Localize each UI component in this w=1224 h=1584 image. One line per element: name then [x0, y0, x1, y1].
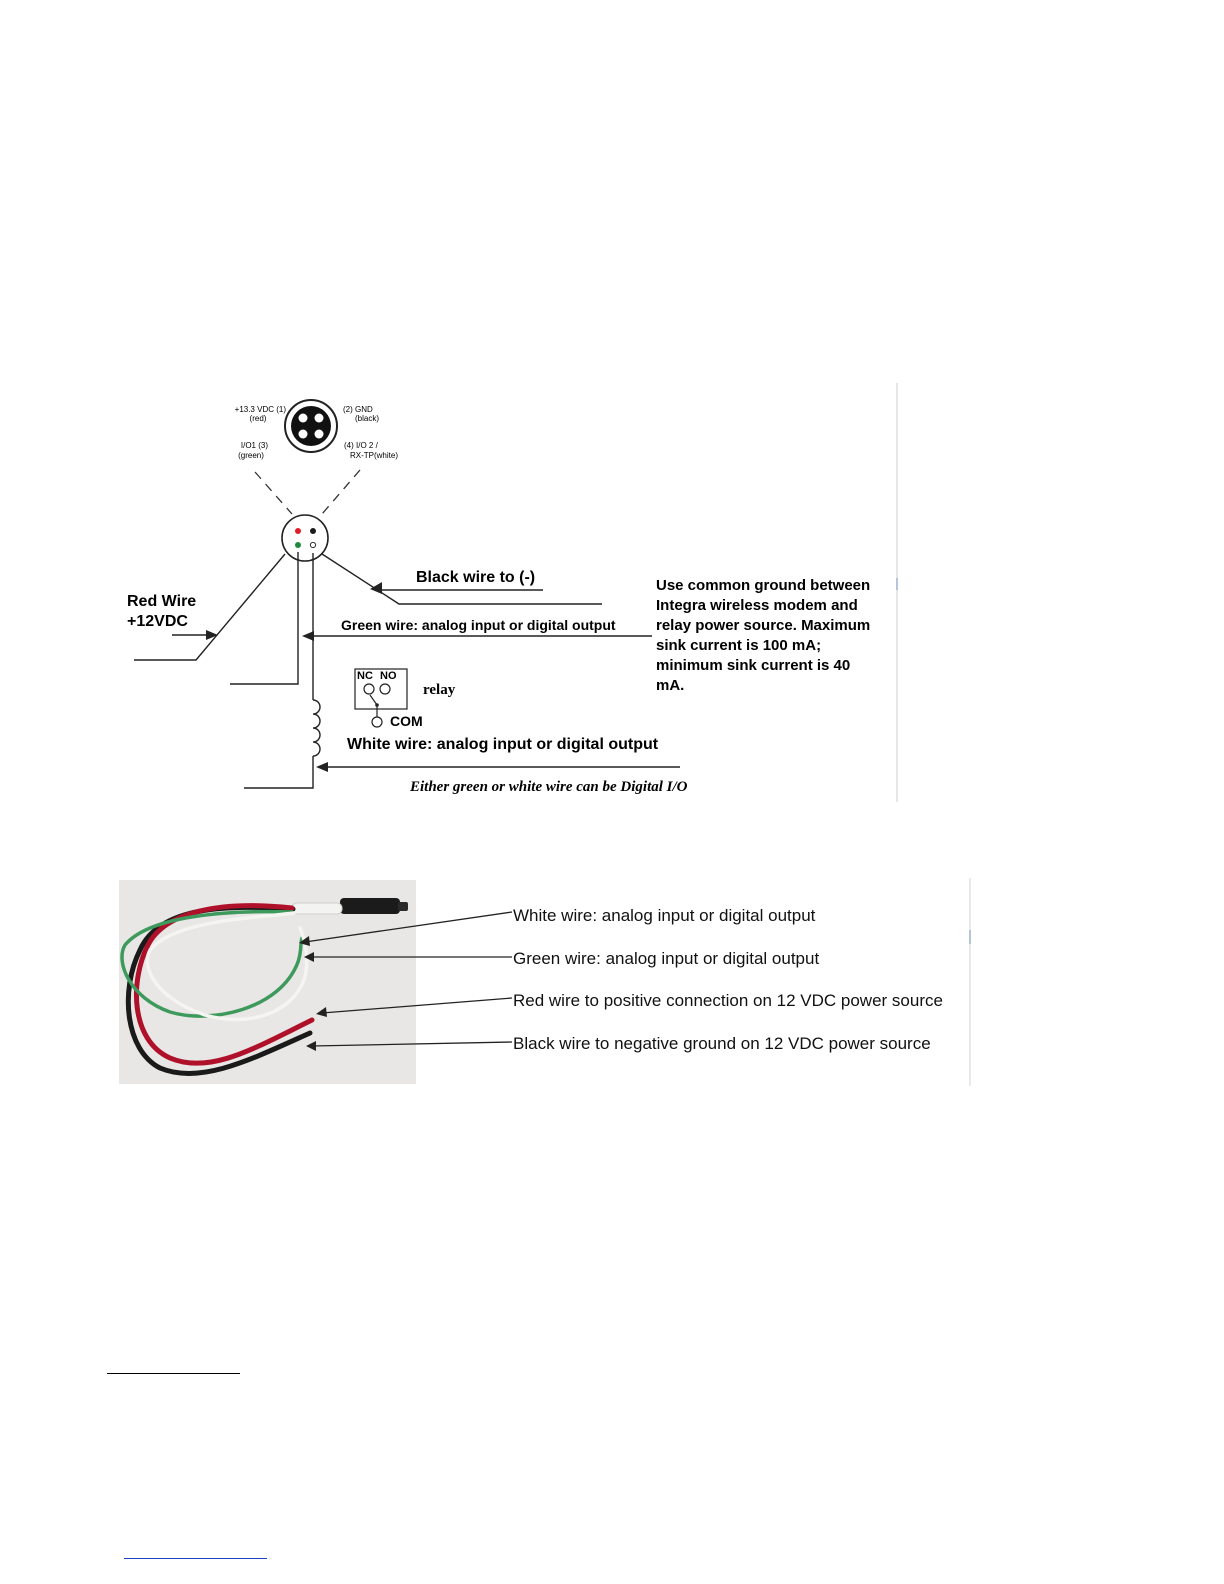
callout-white-line: [305, 912, 512, 942]
footnote-separator: [107, 1373, 240, 1374]
pin3-label: I/O1 (3): [240, 441, 268, 450]
relay-com-label: COM: [390, 713, 423, 729]
note-line: minimum sink current is 40: [656, 657, 851, 674]
red-wire-label-line2: +12VDC: [127, 613, 188, 630]
relay-no-label: NO: [380, 670, 397, 682]
relay-label: relay: [423, 682, 456, 698]
photo-white-wire: [147, 913, 306, 1020]
footnote-link-underline[interactable]: [124, 1558, 267, 1559]
callout-black-label: Black wire to negative ground on 12 VDC power source: [513, 1034, 931, 1053]
note-line: Integra wireless modem and: [656, 597, 858, 614]
pin1-label: +13.3 VDC (1): [234, 405, 286, 414]
relay-nc-label: NC: [357, 670, 373, 682]
pin4-label: (4) I/O 2 /: [344, 441, 378, 450]
note-line: relay power source. Maximum: [656, 617, 871, 634]
callout-red-label: Red wire to positive connection on 12 VDC power source: [513, 991, 943, 1010]
callout-black-line: [312, 1042, 512, 1046]
digital-io-note: Either green or white wire can be Digital I/O: [410, 779, 688, 795]
red-wire-label-line1: Red Wire: [127, 593, 197, 610]
pin4-color-label: RX-TP(white): [349, 451, 399, 460]
note-line: sink current is 100 mA;: [656, 637, 822, 654]
pin2-label: (2) GND: [343, 405, 373, 414]
note-line: mA.: [656, 677, 685, 694]
green-wire-label: Green wire: analog input or digital output: [341, 617, 616, 633]
pin2-color-label: (black): [354, 414, 380, 423]
callout-green-label: Green wire: analog input or digital output: [513, 949, 820, 968]
pin3-color-label: (green): [238, 451, 264, 460]
white-wire-label: White wire: analog input or digital output: [347, 736, 659, 753]
cable-connector-plug: [292, 898, 408, 914]
black-wire-label: Black wire to (-): [416, 569, 536, 586]
callout-red-line: [322, 998, 512, 1013]
note-line: Use common ground between: [656, 577, 871, 594]
callout-white-label: White wire: analog input or digital output: [513, 906, 816, 925]
pin1-color-label: (red): [249, 414, 267, 423]
